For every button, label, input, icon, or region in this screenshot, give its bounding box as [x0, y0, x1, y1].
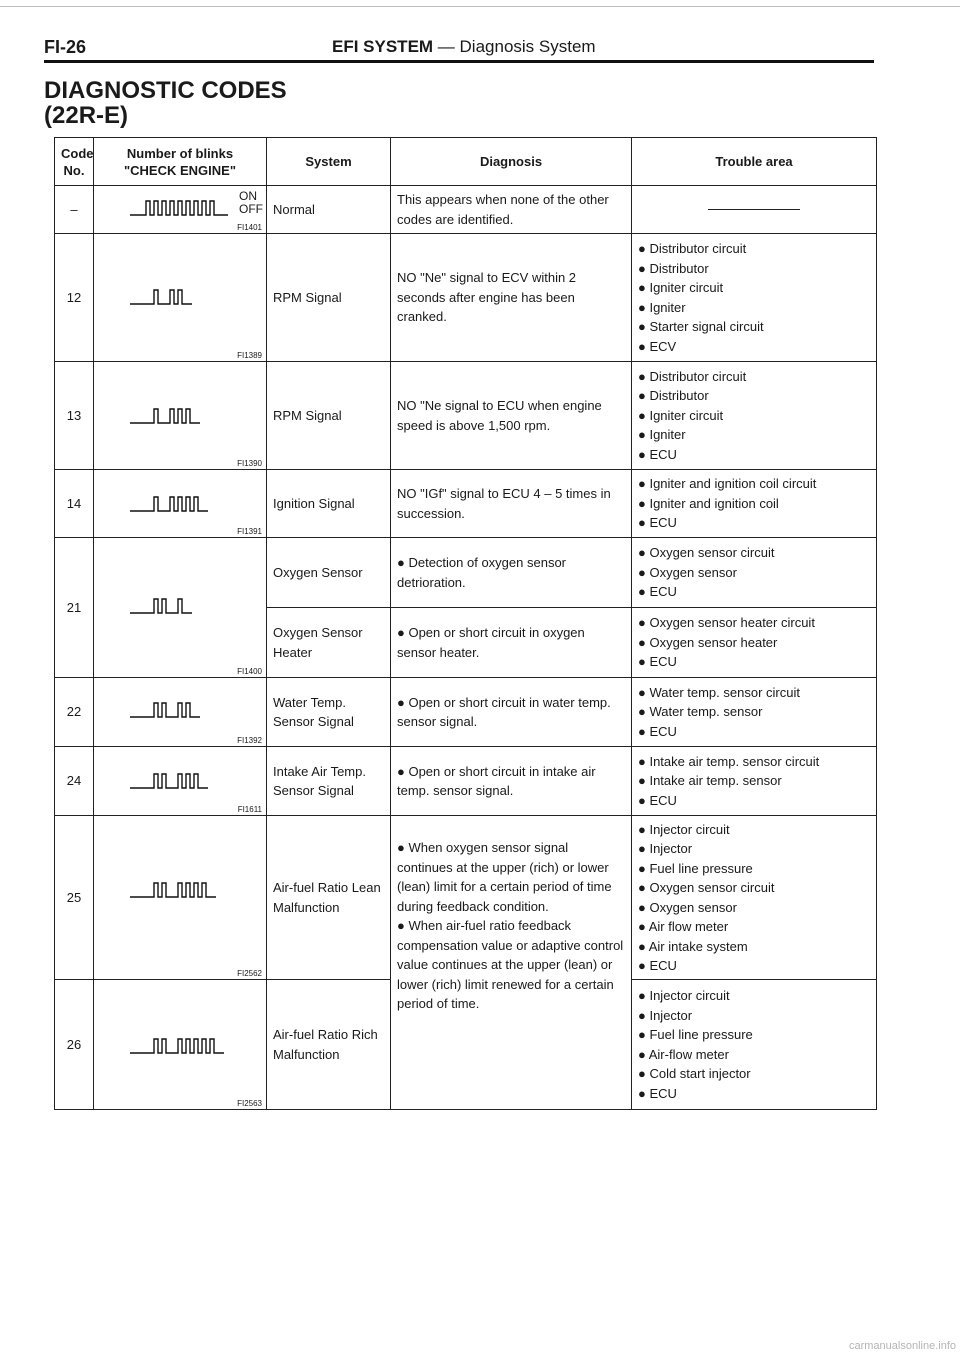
header-blinks: [94, 138, 267, 186]
list-item: ● Distributor circuit: [638, 241, 747, 256]
trouble-cell: [632, 470, 877, 538]
list-item: ● Starter signal circuit: [638, 319, 764, 334]
list-item: ● ECU: [638, 584, 677, 600]
diagnosis-cell: This appears when none of the other codes are identified.: [391, 186, 632, 234]
table-header-row: [55, 138, 877, 186]
system-cell: Air-fuel Ratio Rich Malfunction: [267, 980, 391, 1110]
blink-waveform: [130, 200, 230, 216]
list-item: ● ECV: [638, 338, 677, 354]
running-header: [332, 37, 596, 57]
list-item: ● Air intake system: [638, 938, 748, 954]
diagnosis-cell: [391, 816, 632, 1110]
trouble-cell: [632, 234, 877, 362]
list-item: ● Igniter and ignition coil circuit: [638, 476, 817, 492]
diagnosis-cell: ● Open or short circuit in water temp. sensor signal.: [391, 678, 632, 747]
figure-id: FI1389: [237, 351, 262, 360]
list-item: ● ECU: [638, 446, 677, 462]
list-item: ● ECU: [638, 654, 677, 670]
code-cell: 26: [55, 980, 94, 1110]
code-cell: 22: [55, 678, 94, 747]
list-item: ● Fuel line pressure: [638, 860, 753, 876]
list-item: ● Injector: [638, 1007, 693, 1023]
figure-id: FI1400: [237, 667, 262, 676]
list-item: ● Oxygen sensor circuit: [638, 545, 775, 561]
list-item: ● ECU: [638, 515, 677, 531]
page-number: FI-26: [44, 37, 87, 57]
list-item: ● When oxygen sensor signal continues at the upper (rich) or lower (lean) limit for a certain period of time during feedback condition.: [397, 840, 612, 914]
trouble-cell: [632, 980, 877, 1110]
figure-id: FI1401: [237, 223, 262, 232]
blink-waveform: [130, 702, 230, 718]
blink-waveform: [130, 408, 230, 424]
figure-id: FI2563: [237, 1099, 262, 1108]
list-item: ● Injector circuit: [638, 821, 730, 837]
list-item: ● Oxygen sensor: [638, 899, 737, 915]
page-title-line2: (22R-E): [44, 102, 129, 129]
trouble-cell: [632, 538, 877, 608]
header-separator: —: [433, 37, 460, 56]
header-rule: [44, 60, 874, 63]
system-cell: RPM Signal: [267, 362, 391, 470]
blink-waveform: [130, 1038, 240, 1054]
blink-cell: [94, 816, 267, 980]
list-item: ● When air-fuel ratio feedback compensation value or adaptive control value continues at the upper (lean) or lower (rich) limit renewed for a certain period of time.: [397, 918, 624, 1011]
code-cell: 21: [55, 538, 94, 678]
table-row: [55, 678, 877, 747]
list-item: ● ECU: [638, 723, 677, 739]
blink-waveform: [130, 598, 230, 614]
list-item: ● Igniter circuit: [638, 280, 724, 295]
list-item: ● ECU: [638, 958, 677, 973]
diagnosis-cell: ● Open or short circuit in intake air temp. sensor signal.: [391, 747, 632, 816]
figure-id: FI1390: [237, 459, 262, 468]
blink-cell: [94, 186, 267, 234]
list-item: ● Intake air temp. sensor: [638, 773, 782, 789]
table-row: [55, 362, 877, 470]
off-label: OFF: [239, 202, 263, 216]
header-diagnosis: Diagnosis: [391, 138, 632, 186]
system-cell: Water Temp. Sensor Signal: [267, 678, 391, 747]
list-item: ● Igniter: [638, 427, 686, 443]
header-blinks-line2: "CHECK ENGINE": [123, 162, 236, 178]
trouble-cell: [632, 186, 877, 234]
trouble-cell: [632, 362, 877, 470]
list-item: ● Air flow meter: [638, 919, 729, 934]
trouble-cell: [632, 608, 877, 678]
list-item: ● ECU: [638, 792, 677, 808]
list-item: ● Igniter: [638, 299, 686, 315]
blink-waveform: [130, 882, 240, 898]
scan-top-line: [0, 6, 960, 7]
header-section: EFI SYSTEM: [332, 37, 434, 56]
code-cell: 12: [55, 234, 94, 362]
blink-waveform: [130, 496, 230, 512]
blink-cell: [94, 678, 267, 747]
blink-waveform: [130, 773, 230, 789]
list-item: ● Distributor: [638, 260, 709, 276]
blink-cell: [94, 234, 267, 362]
code-cell: 13: [55, 362, 94, 470]
table-row: [55, 186, 877, 234]
table-row: [55, 816, 877, 980]
system-cell: Normal: [267, 186, 391, 234]
header-system: System: [267, 138, 391, 186]
table-row: [55, 538, 877, 608]
list-item: ● Fuel line pressure: [638, 1027, 753, 1042]
system-cell: Oxygen Sensor Heater: [267, 608, 391, 678]
diagnosis-cell: NO "IGf" signal to ECU 4 – 5 times in succession.: [391, 470, 632, 538]
system-cell: Air-fuel Ratio Lean Malfunction: [267, 816, 391, 980]
blink-cell: [94, 538, 267, 678]
list-item: ● Cold start injector: [638, 1066, 751, 1081]
system-cell: Oxygen Sensor: [267, 538, 391, 608]
code-cell: 14: [55, 470, 94, 538]
list-item: ● Water temp. sensor circuit: [638, 684, 800, 700]
trouble-cell: [632, 816, 877, 980]
table-row: [55, 234, 877, 362]
list-item: ● Injector: [638, 841, 693, 856]
list-item: ● Oxygen sensor: [638, 564, 737, 580]
figure-id: FI2562: [237, 969, 262, 978]
page-title-line1: DIAGNOSTIC CODES: [44, 77, 287, 104]
diagnosis-cell: ● Open or short circuit in oxygen sensor heater.: [391, 608, 632, 678]
page-title: [44, 78, 287, 128]
blink-cell: [94, 747, 267, 816]
header-subsection: Diagnosis System: [459, 37, 596, 56]
figure-id: FI1392: [237, 736, 262, 745]
blink-cell: [94, 470, 267, 538]
system-cell: Ignition Signal: [267, 470, 391, 538]
list-item: ● ECU: [638, 1085, 677, 1101]
blink-cell: [94, 980, 267, 1110]
on-label: ON: [239, 189, 257, 203]
list-item: ● Oxygen sensor heater: [638, 634, 778, 650]
list-item: ● Water temp. sensor: [638, 704, 763, 720]
list-item: ● Distributor circuit: [638, 368, 747, 384]
list-item: ● Distributor: [638, 388, 709, 404]
table-row: [55, 747, 877, 816]
table-row: [55, 470, 877, 538]
list-item: ● Igniter and ignition coil: [638, 495, 779, 511]
diagnosis-cell: NO "Ne signal to ECU when engine speed is above 1,500 rpm.: [391, 362, 632, 470]
watermark: carmanualsonline.info: [848, 1340, 956, 1352]
code-cell: 24: [55, 747, 94, 816]
list-item: ● Air-flow meter: [638, 1046, 729, 1062]
header-trouble: Trouble area: [632, 138, 877, 186]
list-item: ● Intake air temp. sensor circuit: [638, 753, 820, 769]
diagnosis-cell: ● Detection of oxygen sensor detrioration.: [391, 538, 632, 608]
list-item: ● Oxygen sensor heater circuit: [638, 615, 815, 631]
blink-cell: [94, 362, 267, 470]
figure-id: FI1611: [237, 805, 262, 814]
header-blinks-line1: Number of blinks: [126, 145, 234, 161]
header-code: Code No.: [55, 138, 94, 186]
diagnosis-cell: NO "Ne" signal to ECV within 2 seconds after engine has been cranked.: [391, 234, 632, 362]
list-item: ● Injector circuit: [638, 988, 730, 1003]
trouble-cell: [632, 747, 877, 816]
code-cell: –: [55, 186, 94, 234]
figure-id: FI1391: [237, 527, 262, 536]
trouble-cell: [632, 678, 877, 747]
blink-waveform: [130, 289, 230, 305]
empty-dash: [708, 209, 800, 210]
on-off-labels: [239, 190, 263, 216]
code-cell: 25: [55, 816, 94, 980]
diagnostic-codes-table: [54, 137, 877, 1110]
system-cell: RPM Signal: [267, 234, 391, 362]
list-item: ● Oxygen sensor circuit: [638, 880, 775, 895]
list-item: ● Igniter circuit: [638, 407, 724, 423]
system-cell: Intake Air Temp. Sensor Signal: [267, 747, 391, 816]
